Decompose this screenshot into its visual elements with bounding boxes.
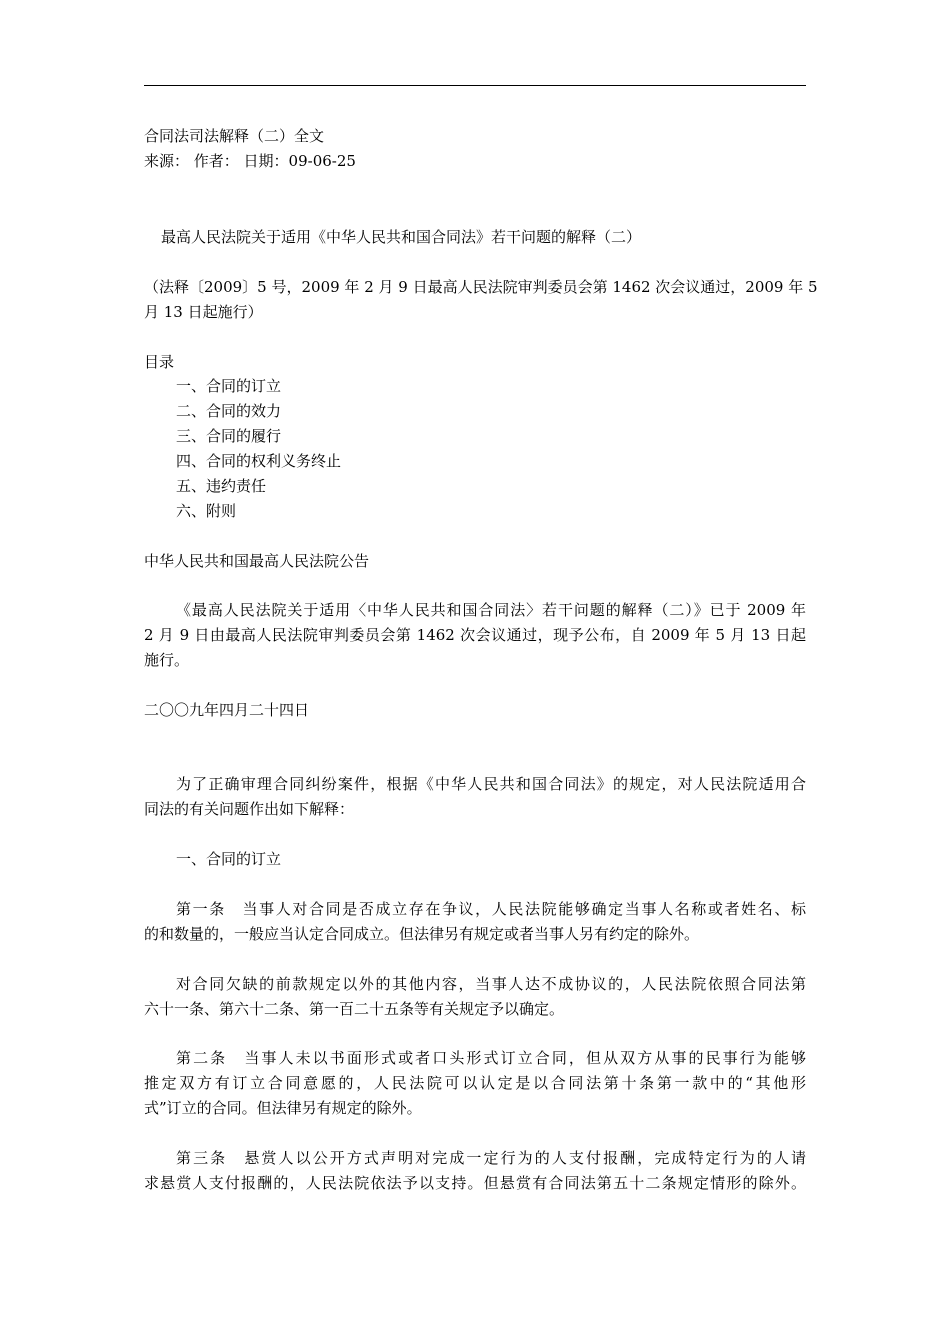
announcement-line-3: 施行。 — [144, 651, 190, 669]
article-3-line-1: 第三条 悬赏人以公开方式声明对完成一定行为的人支付报酬，完成特定行为的人请 — [176, 1149, 806, 1167]
adoption-note-line-2: 月 13 日起施行） — [144, 303, 263, 321]
toc-item: 一、合同的订立 — [176, 377, 282, 395]
article-2-line-1: 第二条 当事人未以书面形式或者口头形式订立合同，但从双方从事的民事行为能够 — [176, 1049, 806, 1067]
article-2-line-3: 式”订立的合同。但法律另有规定的除外。 — [144, 1099, 422, 1117]
article-3-line-2: 求悬赏人支付报酬的，人民法院依法予以支持。但悬赏有合同法第五十二条规定情形的除外。 — [144, 1174, 806, 1192]
toc-item: 六、附则 — [176, 502, 237, 520]
adoption-note-line-1: （法释〔2009〕5 号，2009 年 2 月 9 日最高人民法院审判委员会第 1462 次会议通过，2009 年 5 — [144, 278, 818, 296]
toc-item: 三、合同的履行 — [176, 427, 282, 445]
toc-item: 四、合同的权利义务终止 — [176, 452, 342, 470]
preamble-line-2: 同法的有关问题作出如下解释： — [144, 800, 355, 818]
header-title: 合同法司法解释（二）全文 — [144, 127, 325, 145]
announcement-heading: 中华人民共和国最高人民法院公告 — [144, 552, 370, 570]
article-1-line-1: 第一条 当事人对合同是否成立存在争议，人民法院能够确定当事人名称或者姓名、标 — [176, 900, 806, 918]
article-1-para-2-line-1: 对合同欠缺的前款规定以外的其他内容，当事人达不成协议的，人民法院依照合同法第 — [176, 975, 806, 993]
article-1-para-2-line-2: 六十一条、第六十二条、第一百二十五条等有关规定予以确定。 — [144, 1000, 565, 1018]
header-meta: 来源： 作者： 日期：09-06-25 — [144, 152, 356, 170]
header-rule — [144, 85, 806, 86]
announcement-line-2: 2 月 9 日由最高人民法院审判委员会第 1462 次会议通过，现予公布，自 2009 年 5 月 13 日起 — [144, 626, 806, 644]
main-title: 最高人民法院关于适用《中华人民共和国合同法》若干问题的解释（二） — [161, 228, 642, 246]
preamble-line-1: 为了正确审理合同纠纷案件，根据《中华人民共和国合同法》的规定，对人民法院适用合 — [176, 775, 806, 793]
article-2-line-2: 推定双方有订立合同意愿的，人民法院可以认定是以合同法第十条第一款中的“其他形 — [144, 1074, 806, 1092]
toc-heading: 目录 — [144, 353, 175, 371]
section-heading: 一、合同的订立 — [176, 850, 282, 868]
toc-item: 五、违约责任 — [176, 477, 267, 495]
announcement-line-1: 《最高人民法院关于适用〈中华人民共和国合同法〉若干问题的解释（二）》已于 2009 年 — [176, 601, 806, 619]
toc-item: 二、合同的效力 — [176, 402, 282, 420]
article-1-line-2: 的和数量的，一般应当认定合同成立。但法律另有规定或者当事人另有约定的除外。 — [144, 925, 700, 943]
announcement-date: 二〇〇九年四月二十四日 — [144, 701, 310, 719]
